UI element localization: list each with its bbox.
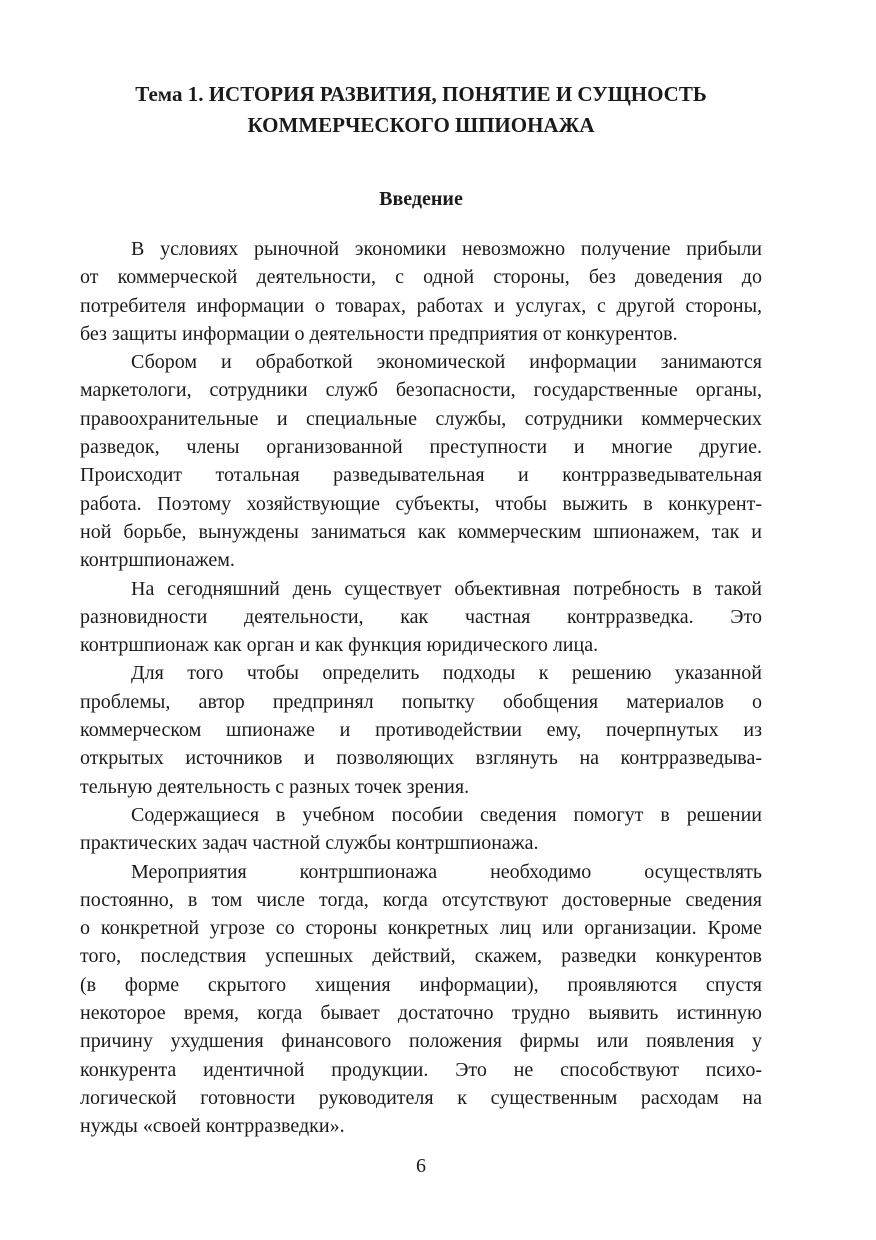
section-heading: Введение (379, 188, 463, 210)
chapter-title-line-1: Тема 1. ИСТОРИЯ РАЗВИТИЯ, ПОНЯТИЕ И СУЩНОСТЬ (135, 82, 707, 106)
paragraph-line: конкурента идентичной продукции. Это не способствуют психо- (80, 1058, 762, 1081)
paragraph-line: Мероприятия контршпионажа необходимо осуществлять (131, 860, 762, 883)
chapter-title (80, 79, 762, 141)
paragraph-line: Содержащиеся в учебном пособии сведения помогут в решении (131, 803, 762, 826)
paragraph-line: работа. Поэтому хозяйствующие субъекты, чтобы выжить в конкурент- (80, 492, 762, 515)
chapter-title-line-2: КОММЕРЧЕСКОГО ШПИОНАЖА (247, 113, 595, 137)
paragraph (80, 858, 762, 1141)
paragraph-line: постоянно, в том числе тогда, когда отсутствуют достоверные сведения (80, 888, 762, 911)
paragraph-line: правоохранительные и специальные службы, сотрудники коммерческих (80, 407, 762, 430)
paragraph-line: разновидности деятельности, как частная контрразведка. Это (80, 605, 762, 628)
paragraph (80, 659, 762, 800)
paragraph-line: Для того чтобы определить подходы к решению указанной (131, 662, 762, 685)
paragraph-line: коммерческом шпионаже и противодействии ему, почерпнутых из (80, 719, 762, 742)
paragraph-line: открытых источников и позволяющих взглянуть на контрразведыва- (80, 747, 762, 770)
paragraph-line: того, последствия успешных действий, скажем, разведки конкурентов (80, 945, 762, 968)
paragraph-line: о конкретной угрозе со стороны конкретных лиц или организации. Кроме (80, 917, 762, 940)
paragraph-line: ной борьбе, вынуждены заниматься как коммерческим шпионажем, так и (80, 520, 762, 543)
paragraph-line: некоторое время, когда бывает достаточно трудно выявить истинную (80, 1002, 762, 1025)
paragraph-line: Происходит тотальная разведывательная и контрразведывательная (80, 464, 762, 487)
paragraph (80, 801, 762, 858)
paragraph-line: контршпионажем. (80, 549, 235, 572)
body-text (80, 235, 762, 1141)
paragraph-line: проблемы, автор предпринял попытку обобщения материалов о (80, 690, 762, 713)
paragraph-line: практических задач частной службы контршпионажа. (80, 832, 539, 855)
paragraph-line: логической готовности руководителя к существенным расходам на (80, 1086, 762, 1109)
paragraph (80, 348, 762, 574)
paragraph-line: от коммерческой деятельности, с одной стороны, без доведения до (80, 266, 762, 289)
paragraph-line: тельную деятельность с разных точек зрения. (80, 775, 470, 798)
paragraph-line: нужды «своей контрразведки». (80, 1115, 345, 1138)
paragraph-line: контршпионаж как орган и как функция юридического лица. (80, 634, 599, 657)
paragraph-line: маркетологи, сотрудники служб безопасности, государственные органы, (80, 379, 762, 402)
paragraph-line: Сбором и обработкой экономической информации занимаются (131, 351, 762, 374)
paragraph (80, 575, 762, 660)
paragraph-line: В условиях рыночной экономики невозможно получение прибыли (131, 238, 762, 260)
paragraph (80, 235, 762, 348)
paragraph-line: (в форме скрытого хищения информации), проявляются спустя (80, 973, 762, 996)
paragraph-line: На сегодняшний день существует объективная потребность в такой (131, 577, 762, 600)
page-number: 6 (416, 1155, 426, 1177)
paragraph-line: потребителя информации о товарах, работах и услугах, с другой стороны, (80, 294, 762, 317)
paragraph-line: разведок, члены организованной преступности и многие другие. (80, 436, 762, 459)
paragraph-line: причину ухудшения финансового положения фирмы или появления у (80, 1030, 762, 1053)
paragraph-line: без защиты информации о деятельности предприятия от конкурентов. (80, 322, 678, 345)
